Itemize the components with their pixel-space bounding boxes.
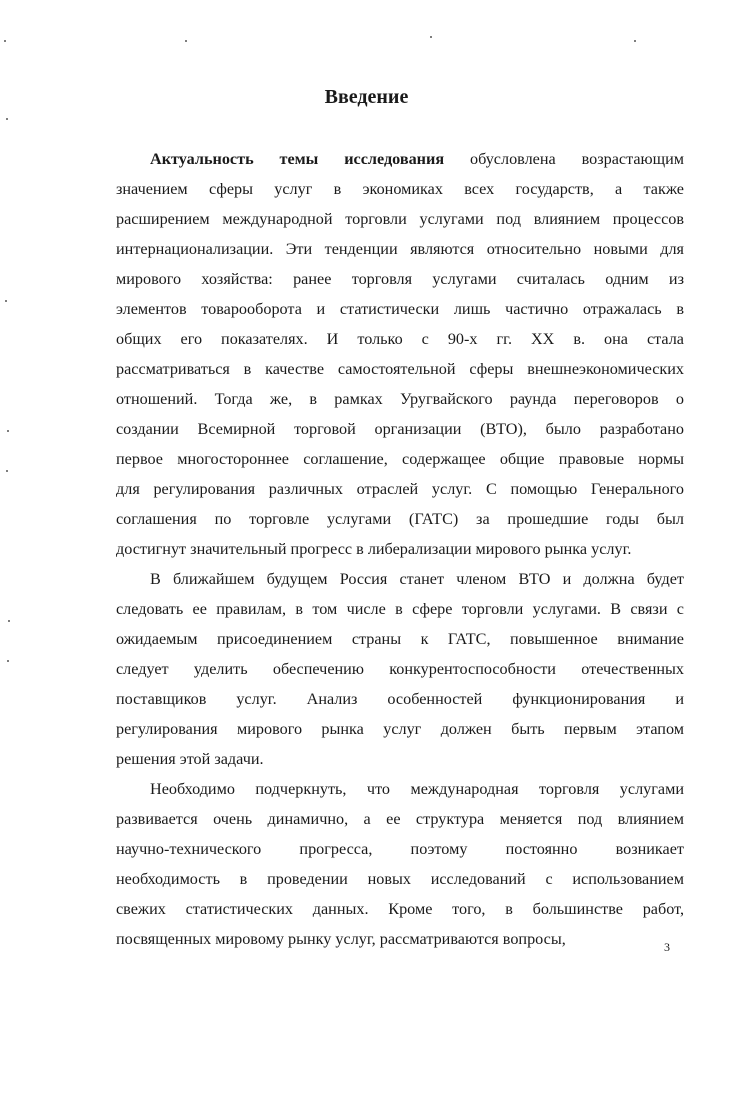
line-text: достигнут значительный прогресс в либерализации мирового рынка услуг. (116, 540, 632, 558)
text-line (116, 324, 684, 354)
scan-speck (6, 118, 8, 120)
text-line (116, 534, 684, 564)
line-text: расширением международной торговли услугами под влиянием процессов (116, 210, 684, 228)
text-line (116, 264, 684, 294)
line-text: для регулирования различных отраслей услуг. С помощью Генерального (116, 480, 684, 498)
line-text: ожидаемым присоединением страны к ГАТС, повышенное внимание (116, 630, 684, 648)
text-line (116, 234, 684, 264)
body-text (116, 144, 684, 954)
text-line (116, 804, 684, 834)
page-number: 3 (664, 940, 670, 954)
line-text: свежих статистических данных. Кроме того, в большинстве работ, (116, 900, 684, 918)
line-text: Необходимо подчеркнуть, что международная торговля услугами (150, 780, 684, 798)
line-text: интернационализации. Эти тенденции являются относительно новыми для (116, 240, 684, 258)
line-text: элементов товарооборота и статистически лишь частично отражалась в (116, 300, 684, 318)
text-line (116, 714, 684, 744)
line-text: посвященных мировому рынку услуг, рассматриваются вопросы, (116, 930, 566, 948)
text-line (116, 864, 684, 894)
page-title: Введение (324, 86, 409, 108)
scan-speck (6, 470, 8, 472)
line-text: создании Всемирной торговой организации (ВТО), было разработано (116, 420, 684, 438)
text-line (116, 444, 684, 474)
text-line (116, 174, 684, 204)
line-text: отношений. Тогда же, в рамках Уругвайского раунда переговоров о (116, 390, 684, 408)
line-text: В ближайшем будущем Россия станет членом ВТО и должна будет (150, 570, 684, 588)
line-text: необходимость в проведении новых исследований с использованием (116, 870, 684, 888)
text-line (116, 834, 684, 864)
scan-speck (7, 430, 9, 432)
scan-speck (7, 660, 9, 662)
text-line (116, 774, 684, 804)
line-text: общих его показателях. И только с 90-х гг. XX в. она стала (116, 330, 684, 348)
text-line (116, 684, 684, 714)
scan-speck (185, 40, 187, 42)
scan-speck (5, 300, 7, 302)
text-line (116, 204, 684, 234)
line-text: первое многостороннее соглашение, содержащее общие правовые нормы (116, 450, 684, 468)
text-line (116, 924, 684, 954)
line-text: развивается очень динамично, а ее структура меняется под влиянием (116, 810, 684, 828)
text-line (116, 564, 684, 594)
scan-speck (4, 40, 6, 42)
scan-speck (8, 620, 10, 622)
line-text: следовать ее правилам, в том числе в сфере торговли услугами. В связи с (116, 600, 684, 618)
text-line (116, 414, 684, 444)
line-text: регулирования мирового рынка услуг должен быть первым этапом (116, 720, 684, 738)
line-text: обусловлена возрастающим (444, 150, 684, 168)
line-text: поставщиков услуг. Анализ особенностей функционирования и (116, 690, 684, 708)
text-line (116, 894, 684, 924)
text-line (116, 294, 684, 324)
text-line (116, 654, 684, 684)
line-text: научно-технического прогресса, поэтому постоянно возникает (116, 840, 684, 858)
text-line (116, 504, 684, 534)
scan-speck (430, 36, 432, 38)
text-line (116, 594, 684, 624)
text-line (116, 354, 684, 384)
scan-speck (634, 40, 636, 42)
text-line (116, 384, 684, 414)
line-text: следует уделить обеспечению конкурентоспособности отечественных (116, 660, 684, 678)
emphasis-phrase: Актуальность темы исследования (150, 150, 445, 168)
line-text: рассматриваться в качестве самостоятельной сферы внешнеэкономических (116, 360, 684, 378)
text-line (116, 744, 684, 774)
text-line (116, 144, 684, 174)
line-text: значением сферы услуг в экономиках всех государств, а также (116, 180, 684, 198)
line-text: решения этой задачи. (116, 750, 264, 768)
line-text: соглашения по торговле услугами (ГАТС) за прошедшие годы был (116, 510, 684, 528)
text-line (116, 624, 684, 654)
line-text: мирового хозяйства: ранее торговля услугами считалась одним из (116, 270, 684, 288)
text-line (116, 474, 684, 504)
